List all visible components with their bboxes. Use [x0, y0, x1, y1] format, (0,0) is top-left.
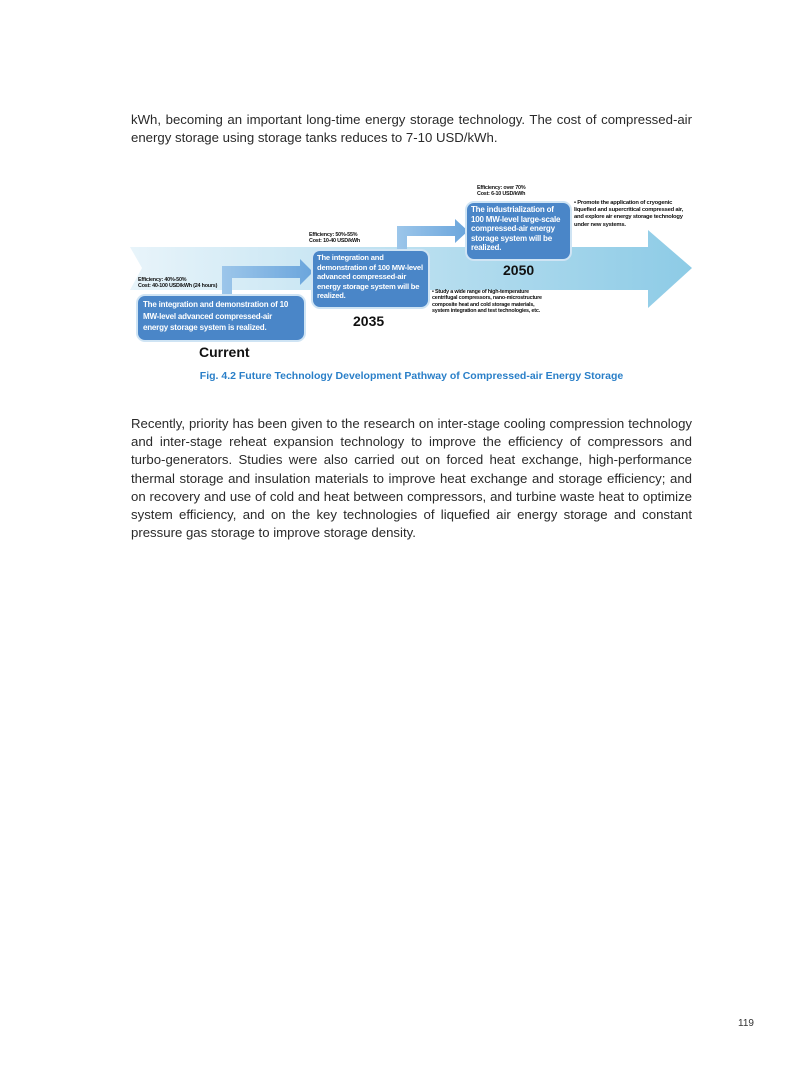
research-note: • Study a wide range of high-temperature centrifugal compressors, nano-microstructure composite heat and cold storage materials, system integration and test technologies, etc.: [432, 289, 542, 315]
stage-2035-box: The integration and demonstration of 100 MW-level advanced compressed-air energy storage system will be realized.: [313, 251, 428, 307]
stage-2050-label: 2050: [503, 262, 535, 278]
stage-2050-metrics: Efficiency: over 70% Cost: 6-10 USD/kWh: [477, 185, 526, 198]
stage-2035-metrics: Efficiency: 50%-55% Cost: 10-40 USD/kWh: [309, 232, 361, 245]
intro-paragraph: kWh, becoming an important long-time energy storage technology. The cost of compressed-air energy storage using storage tanks reduces to 7-10 USD/kWh.: [131, 112, 692, 146]
stage-2035-label: 2035: [353, 313, 385, 329]
step-arrow-2: [397, 219, 468, 250]
promotion-note: • Promote the application of cryogenic liquefied and supercritical compressed air, and explore air energy storage technology under new systems.: [574, 200, 683, 228]
stage-2050-box: The industrialization of 100 MW-level large-scale compressed-air energy storage system will be realized.: [467, 203, 570, 259]
body-paragraph: Recently, priority has been given to the research on inter-stage cooling compression technology and inter-stage reheat expansion technology to improve the efficiency of compressors and turbo-generators. Studies were also carried out on forced heat exchange, high-performance thermal storage and insulation materials to improve heat exchange and storage efficiency; and on recovery and use of cold and heat between compressors, and turbine waste heat to optimize system efficiency, and on the key technologies of liquefied air energy storage and constant pressure gas storage to improve storage density.: [131, 416, 692, 541]
figure-caption: Fig. 4.2 Future Technology Development Pathway of Compressed-air Energy Storage: [199, 370, 624, 382]
current-stage-box: The integration and demonstration of 10 MW-level advanced compressed-air energy storage system is realized.: [138, 296, 304, 340]
page-number: 119: [738, 1018, 754, 1029]
current-metrics: Efficiency: 40%-50% Cost: 40-100 USD/kWh (24 hours): [138, 277, 218, 290]
pathway-arrows: [0, 0, 793, 380]
current-label: Current: [199, 344, 250, 360]
